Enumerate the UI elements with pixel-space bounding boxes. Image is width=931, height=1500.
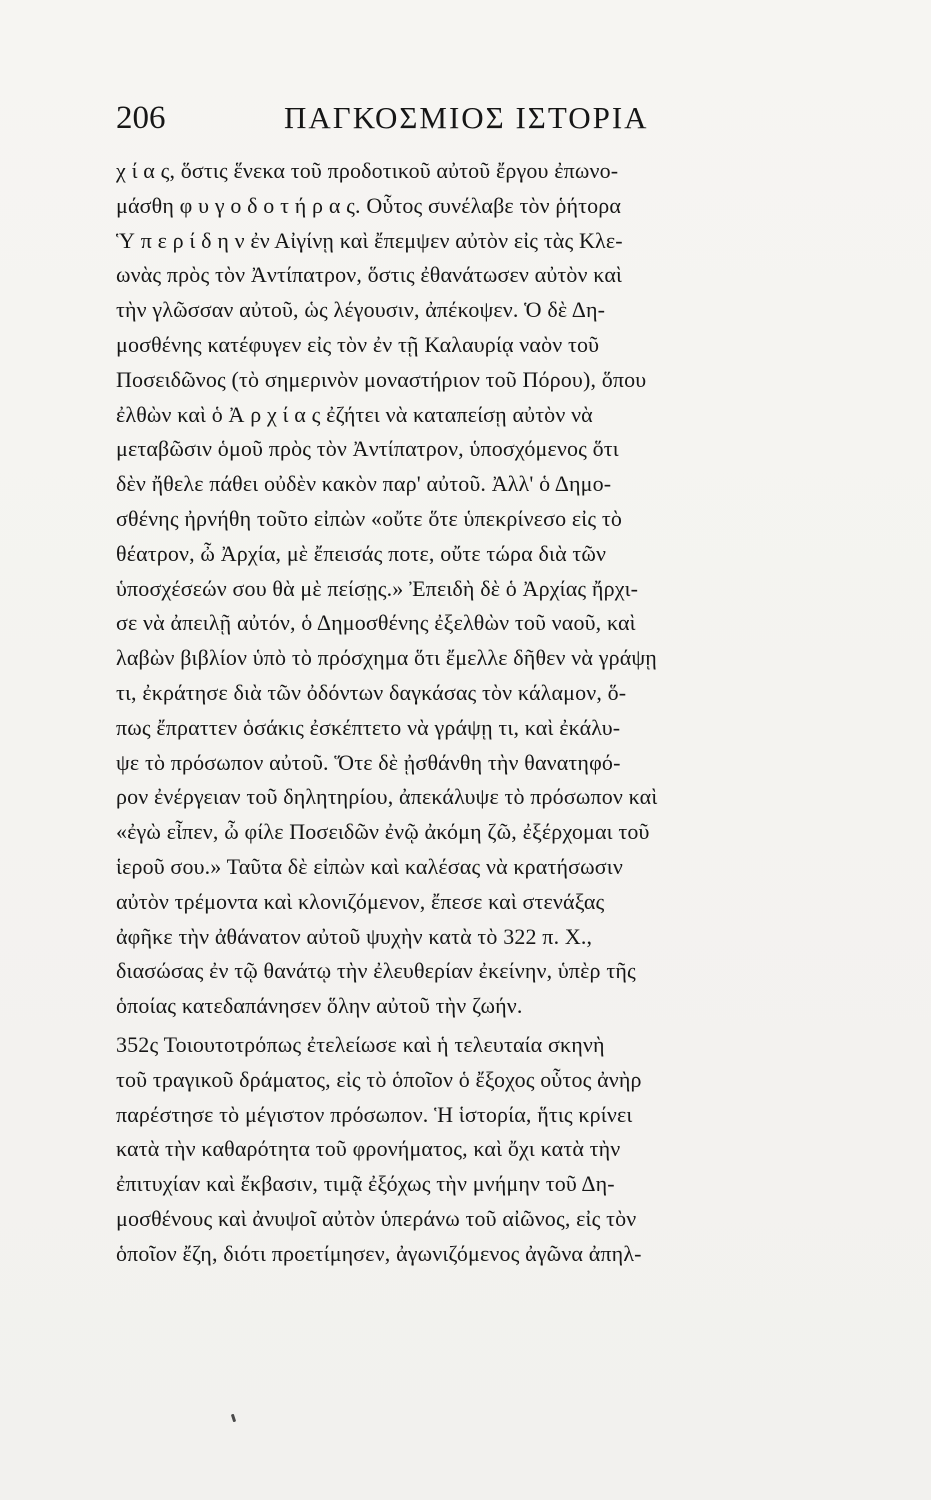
text-line: τοῦ τραγικοῦ δράματος, εἰς τὸ ὁποῖον ὁ ἔξοχος οὗτος ἀνὴρ [116,1066,642,1092]
text-line: μάσθη φ υ γ ο δ ο τ ή ρ α ς. Οὗτος συνέλαβε τὸν ῥήτορα [116,192,622,218]
text-line: ὑποσχέσεών σου θὰ μὲ πείσῃς.» Ἐπειδὴ δὲ ὁ Ἀρχίας ἤρχι- [116,575,639,601]
text-line: παρέστησε τὸ μέγιστον πρόσωπον. Ἡ ἱστορία, ἥτις κρίνει [116,1101,633,1127]
text-line: θέατρον, ὦ Ἀρχία, μὲ ἔπεισάς ποτε, οὔτε τώρα διὰ τῶν [116,540,607,566]
text-line: χ ί α ς, ὅστις ἕνεκα τοῦ προδοτικοῦ αὐτοῦ ἔργου ἐπωνο- [116,158,619,183]
text-line: 352ς Τοιουτοτρόπως ἐτελείωσε καὶ ἡ τελευταία σκηνὴ [116,1031,605,1057]
text-line: ἀφῆκε τὴν ἀθάνατον αὐτοῦ ψυχὴν κατὰ τὸ 322 π. Χ., [116,923,593,949]
text-line: ωνὰς πρὸς τὸν Ἀντίπατρον, ὅστις ἐθανάτωσεν αὐτὸν καὶ [116,262,623,288]
text-line: πως ἔπραττεν ὁσάκις ἐσκέπτετο νὰ γράψῃ τι, καὶ ἐκάλυ- [116,714,621,740]
body-text [116,154,824,1272]
text-line: «ἐγὼ εἶπεν, ὦ φίλε Ποσειδῶν ἐνῷ ἀκόμη ζῶ, ἐξέρχομαι τοῦ [116,819,650,845]
text-line: τὴν γλῶσσαν αὐτοῦ, ὡς λέγουσιν, ἀπέκοψεν. Ὁ δὲ Δη- [116,297,606,323]
text-line: ὁποίας κατεδαπάνησεν ὅλην αὐτοῦ τὴν ζωήν. [116,993,523,1019]
text-line: ἱεροῦ σου.» Ταῦτα δὲ εἰπὼν καὶ καλέσας νὰ κρατήσωσιν [116,853,623,879]
text-line: μοσθένης κατέφυγεν εἰς τὸν ἐν τῇ Καλαυρίᾳ ναὸν τοῦ [116,331,600,357]
text-line: μεταβῶσιν ὁμοῦ πρὸς τὸν Ἀντίπατρον, ὑποσχόμενος ὅτι [116,436,619,462]
text-line: Ὑ π ε ρ ί δ η ν ἐν Αἰγίνῃ καὶ ἔπεμψεν αὐτὸν εἰς τὰς Κλε- [116,227,623,253]
text-line: σε νὰ ἀπειλῇ αὐτόν, ὁ Δημοσθένης ἐξελθὼν τοῦ ναοῦ, καὶ [116,610,636,636]
text-line: διασώσας ἐν τῷ θανάτῳ τὴν ἐλευθερίαν ἐκείνην, ὑπὲρ τῆς [116,958,636,984]
text-line: ρον ἐνέργειαν τοῦ δηλητηρίου, ἀπεκάλυψε τὸ πρόσωπον καὶ [116,784,658,810]
text-line: δὲν ἤθελε πάθει οὐδὲν κακὸν παρ' αὐτοῦ. Ἀλλ' ὁ Δημο- [116,471,612,497]
text-line: κατὰ τὴν καθαρότητα τοῦ φρονήματος, καὶ ὄχι κατὰ τὴν [116,1136,621,1162]
page-number: 206 [116,100,166,136]
text-line: ἐπιτυχίαν καὶ ἔκβασιν, τιμᾷ ἐξόχως τὴν μνήμην τοῦ Δη- [116,1171,615,1197]
page-header [116,96,816,140]
text-line: μοσθένους καὶ ἀνυψοῖ αὐτὸν ὑπεράνω τοῦ αἰῶνος, εἰς τὸν [116,1205,637,1231]
text-line: σθένης ἠρνήθη τοῦτο εἰπὼν «οὔτε ὅτε ὑπεκρίνεσο εἰς τὸ [116,505,623,531]
ink-speck-icon [231,1414,236,1423]
text-line: λαβὼν βιβλίον ὑπὸ τὸ πρόσχημα ὅτι ἔμελλε δῆθεν νὰ γράψῃ [116,645,657,671]
text-line: Ποσειδῶνος (τὸ σημερινὸν μοναστήριον τοῦ Πόρου), ὅπου [116,366,647,392]
text-line: ἐλθὼν καὶ ὁ Ἀ ρ χ ί α ς ἐζήτει νὰ καταπείσῃ αὐτὸν νὰ [116,401,593,427]
running-title: ΠΑΓΚΟΣΜΙΟΣ ΙΣΤΟΡΙΑ [284,100,649,135]
text-line: ψε τὸ πρόσωπον αὐτοῦ. Ὅτε δὲ ᾐσθάνθη τὴν θανατηφό- [116,749,621,775]
text-line: τι, ἐκράτησε διὰ τῶν ὀδόντων δαγκάσας τὸν κάλαμον, ὅ- [116,679,627,705]
text-line: αὐτὸν τρέμοντα καὶ κλονιζόμενον, ἔπεσε καὶ στενάξας [116,888,605,914]
text-line: ὁποῖον ἔζη, διότι προετίμησεν, ἀγωνιζόμενος ἀγῶνα ἀπηλ- [116,1240,642,1266]
